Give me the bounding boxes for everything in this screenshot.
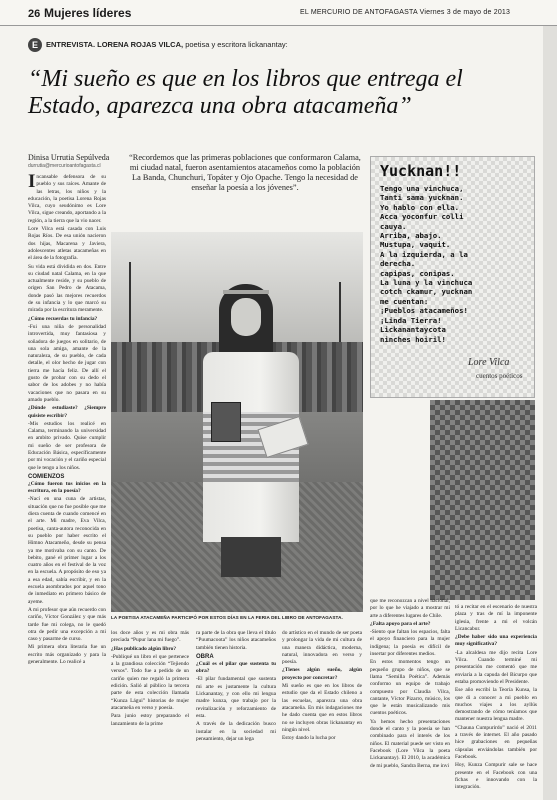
answer: -El pilar fundamental que sustenta mi arte es justamente la cultura Lickanantay, y con ello mi lengua madre kunza, que trabajo por la revitalización y reforzamiento de esta. (196, 676, 276, 719)
poem-title: Yucknan!! (380, 162, 462, 180)
byline-email: durrutia@mercurioantofagasta.cl (28, 163, 101, 169)
subhead: COMIENZOS (28, 473, 65, 480)
answer: Ese año escribí la Teoría Kunsa, la que di a conocer a mi pueblo en muchos viajes a los ayllús demostrando de cómo teníamos que mantener nuestra lengua madre. (455, 687, 537, 723)
answer: -Fui una niña de personalidad introvertida, muy fantasiosa y soñadora de juegos en solitario, de una sola amiga, amante de la naturaleza, de su pueblo, de cada detalle, el olor hecho de jugar con tierra me hacía feliz. De allí el gusto de probar con su dedo el sabor de los adobes y no había vacaciones que no pasara en su amado pueblo. (28, 323, 106, 403)
poem-line: ¡Pueblos atacameños! (380, 306, 468, 316)
answer: -La alcaldesa me dijo recita Lore Vilca. Cuando terminé mi presentación me comentó que me enviaría a la capuda del Bicurpo que estaba promoviendo el Presidente. (455, 649, 537, 685)
paragraph: Su vida está dividida en dos. Entre su ciudad natal Calama, en la que actualmente reside, y su pueblo de origen San Pedro de Atacama, donde pasó las mejores recuerdos de su infancia y lo que marcó su mirada por la escritura meramente. (28, 263, 106, 314)
poem-line: capipas, conipas. (380, 268, 455, 278)
section-title: Mujeres líderes (44, 6, 132, 20)
pull-quote: “Recordemos que las primeras poblaciones que conformaron Calama, mi ciudad natal, fueron asentamientos atacameños como la población La Banda, Chunchuri, Topáter y Ojo Opache. Tengo la necesidad de enseñar la poesía a los jóvenes”. (129, 153, 361, 192)
answer: A mi profesor que aún recuerdo con cariño, Víctor González y que más tarde fue mi colega, no le quedó otra de pedir una excepción a mi caso y pasarme de curso. (28, 606, 106, 643)
paragraph: Lore Vilca está casada con Luis Rojas Ríos. De esa unión nacieron dos hijas, Macarena y Javiera, adolescentes atletas atacameñas en el área de la fotografía. (28, 226, 106, 262)
question: ¿Debe haber sido una experiencia muy significativa? (455, 634, 537, 648)
poet-legs (221, 537, 281, 577)
poem-line: Arriba, abajo. (380, 231, 442, 241)
interview-badge-icon: E (28, 38, 42, 52)
street-lamp (129, 262, 131, 352)
answer: “Chauna Cumpurirdo” nació el 2011 a través de internet. El año pasado hice grabaciones en pequeñas cápsulas enviándolas también por Facebook. (455, 724, 537, 760)
headline: “Mi sueño es que en los libros que entrega el Estado, aparezca una obra atacameña” (28, 66, 463, 119)
answer: -Siento que faltan los espacios, falta el apoyo financiero para la mujer indígena; la poesía es difícil de insertar por diferentes medios. (370, 629, 450, 658)
question: ¿Cómo fueron tus inicios en la escritura, en la poesía? (28, 480, 106, 495)
paragraph: tó a recitar en el escenario de nuestra plaza y tras de mí la imponente iglesia, frente a mi el volcán Licancabur. (455, 604, 537, 632)
article-column-3 (196, 630, 276, 744)
article-column-1 (28, 171, 106, 667)
newspaper-name-date: EL MERCURIO DE ANTOFAGASTA Viernes 3 de mayo de 2013 (300, 9, 511, 16)
answer: En estos momentos tengo un pequeño grupo de niños, que se llama “Semilla Poética”. Además conformo un equipo de trabajo compuesto por Claudia Vilca, cantante, Víctor Pizarro, músico, los que le están musicalizando mis cuentos poéticos. (370, 659, 450, 717)
kicker (46, 40, 288, 49)
answer: Para junio estoy preparando el lanzamiento de la prime (111, 713, 189, 727)
question: ¿Tienes algún sueño, algún proyecto por concretar? (282, 667, 362, 681)
kicker-rest: poetisa y escritora lickanantay: (183, 40, 288, 49)
article-column-4 (282, 630, 362, 743)
byline-author: Dinisa Urrutia Sepúlveda (28, 153, 110, 162)
answer: A través de la dedicación busco instalar en la sociedad mi pensamiento, dejar un lega (196, 721, 276, 742)
article-column-2 (111, 630, 189, 729)
question: ¿Cómo recuerdas tu infancia? (28, 315, 98, 322)
kicker-label: ENTREVISTA. LORENA ROJAS VILCA, (46, 40, 184, 49)
intro-text: ncansable defensora de su pueblo y sus raíces. Amante de las letras, los niños y la educación, la poetisa Lorena Rojas Vilca, cuyo seudónimo es Lore Vilca, sigue creando, aportando a la región, a la tierra que la vio nacer. (28, 174, 106, 224)
decorative-checker-pattern (430, 400, 535, 600)
poem-body (380, 184, 530, 344)
article-column-6 (455, 604, 537, 792)
poem-line: Acca yoconfur colli (380, 212, 464, 222)
poem-line: cauya. (380, 221, 407, 231)
portrait-photo (111, 232, 363, 612)
poem-line: A la izquierda, a la (380, 249, 468, 259)
intro-paragraph (28, 171, 106, 225)
page-number: 26 (28, 8, 41, 20)
poem-line: derecha. (380, 259, 416, 269)
question: ¿Cuál es el pilar que sustenta tu obra? (196, 660, 276, 675)
poem-line: Tanti sama yucknan. (380, 193, 464, 203)
answer: Estoy dando la lucha por (282, 735, 336, 742)
answer: -Publiqué un libro el que pertenece a la grandiosa colección “Tejiendo versos”. Todo fue a pedido de un cariño quien me regaló la primera edición. Salió al público la tercera parte de esta colección llamada “Kunza Lágui” historias de mujer atacameña en verso y poesía. (111, 653, 189, 711)
paragraph: los doce años y es mi obra más preciada “Pupur lana mi fuego”. (111, 630, 189, 644)
paragraph: do artístico en el mundo de ser poeta y prolongar la vida de mi cultura de una manera didáctica, moderna, natural, innovadora en verso y poesía. (282, 630, 362, 666)
poem-signature: Lore Vilca (468, 357, 510, 368)
held-book (211, 402, 241, 442)
poem-line: La luna y la vinchuca (380, 278, 473, 288)
paragraph: que me reconozcan a nivel nacional, por lo que he viajado a mostrar mi arte a diferentes lugares de Chile. (370, 598, 450, 619)
question: ¿Falta apoyo para el arte? (370, 620, 431, 627)
paragraph: ra parte de la obra que lleva el título “Puumacoota” los niños atacameños también tienen historia. (196, 630, 276, 651)
poem-line: me cuentan: (380, 296, 429, 306)
poem-line: Yo hablo con ella. (380, 202, 460, 212)
answer: Ya hemos hecho presentaciones donde el canto y la poesía se han combinado para el interés de los niños. El material puede ser visto en Facebook (Lore Vilca la poeta Lickanantay). El 2010, la académica de mi pueblo, Sandra Berna, me invi (370, 718, 450, 769)
answer: Mi sueño es que en los libros de estudio que da el Estado chileno a las escuelas, aparezca una obra atacameña. En mis indagaciones me he dado cuenta que en estos libros no se incluyen obras lickanantay en ningún nivel. (282, 683, 362, 733)
drop-cap: I (28, 171, 36, 192)
poet-face (231, 298, 261, 336)
poem-line: ¡Linda Tierra! (380, 315, 442, 325)
poem-subtitle: cuentos poéticos (476, 372, 523, 380)
answer: Hoy, Kunza Compurir sale se hace presente en el Facebook con una fichas e innovando con la integración. (455, 762, 537, 791)
answer: -Mis estudios los realicé en Calama, terminando la universidad en ambito privado. Quise cumplir mi sueño de ser profesora de Educación Básica, específicamente por mi vocación y el cariño especial que le tengo a los niños. (28, 420, 106, 471)
subhead: OBRA (196, 653, 214, 660)
question: ¿Has publicado algún libro? (111, 645, 177, 652)
poem-line: cotch ckamur, yucknan (380, 287, 473, 297)
poem-line: Lickanantaycota (380, 325, 446, 335)
poem-line: Tengo una vinchuca, (380, 184, 464, 193)
poet-headband (223, 290, 269, 294)
adjacent-page-strip (543, 26, 557, 800)
poem-line: Mustupa, vaquit. (380, 240, 451, 250)
question: ¿Dónde estudiaste? ¿Siempre quisiste escribir? (28, 405, 106, 419)
photo-caption: LA POETISA ATACAMEÑA PARTICIPÓ POR ESTOS DÍAS EN LA FERIA DEL LIBRO DE ANTOFAGASTA. (111, 615, 343, 620)
poem-line: ninches hoiril! (380, 334, 446, 344)
article-column-5 (370, 598, 450, 771)
answer: -Nací en una cuna de artistas, situación que no fue posible que me diera cuenta de cuando comencé en el arte. Mi madre, Eva Vilca, poetisa, canta-autora reconocida en su pueblo por haber escrito el Himno Atacameño, desde su pensa ya me motivaba con su canto. De bebito, gané el primer lugar a los cuatro años en el festival de la voz en la escuela. A propósito de eso ya a esa edad, sabía escribir, y en la escuela asombrados por aquel tono de inmediato en primero básico de ayeme. (28, 496, 106, 605)
answer: Mi primera obra literaria fue un escrito más organizado y para la generalmente. Lo realicé a (28, 644, 106, 665)
